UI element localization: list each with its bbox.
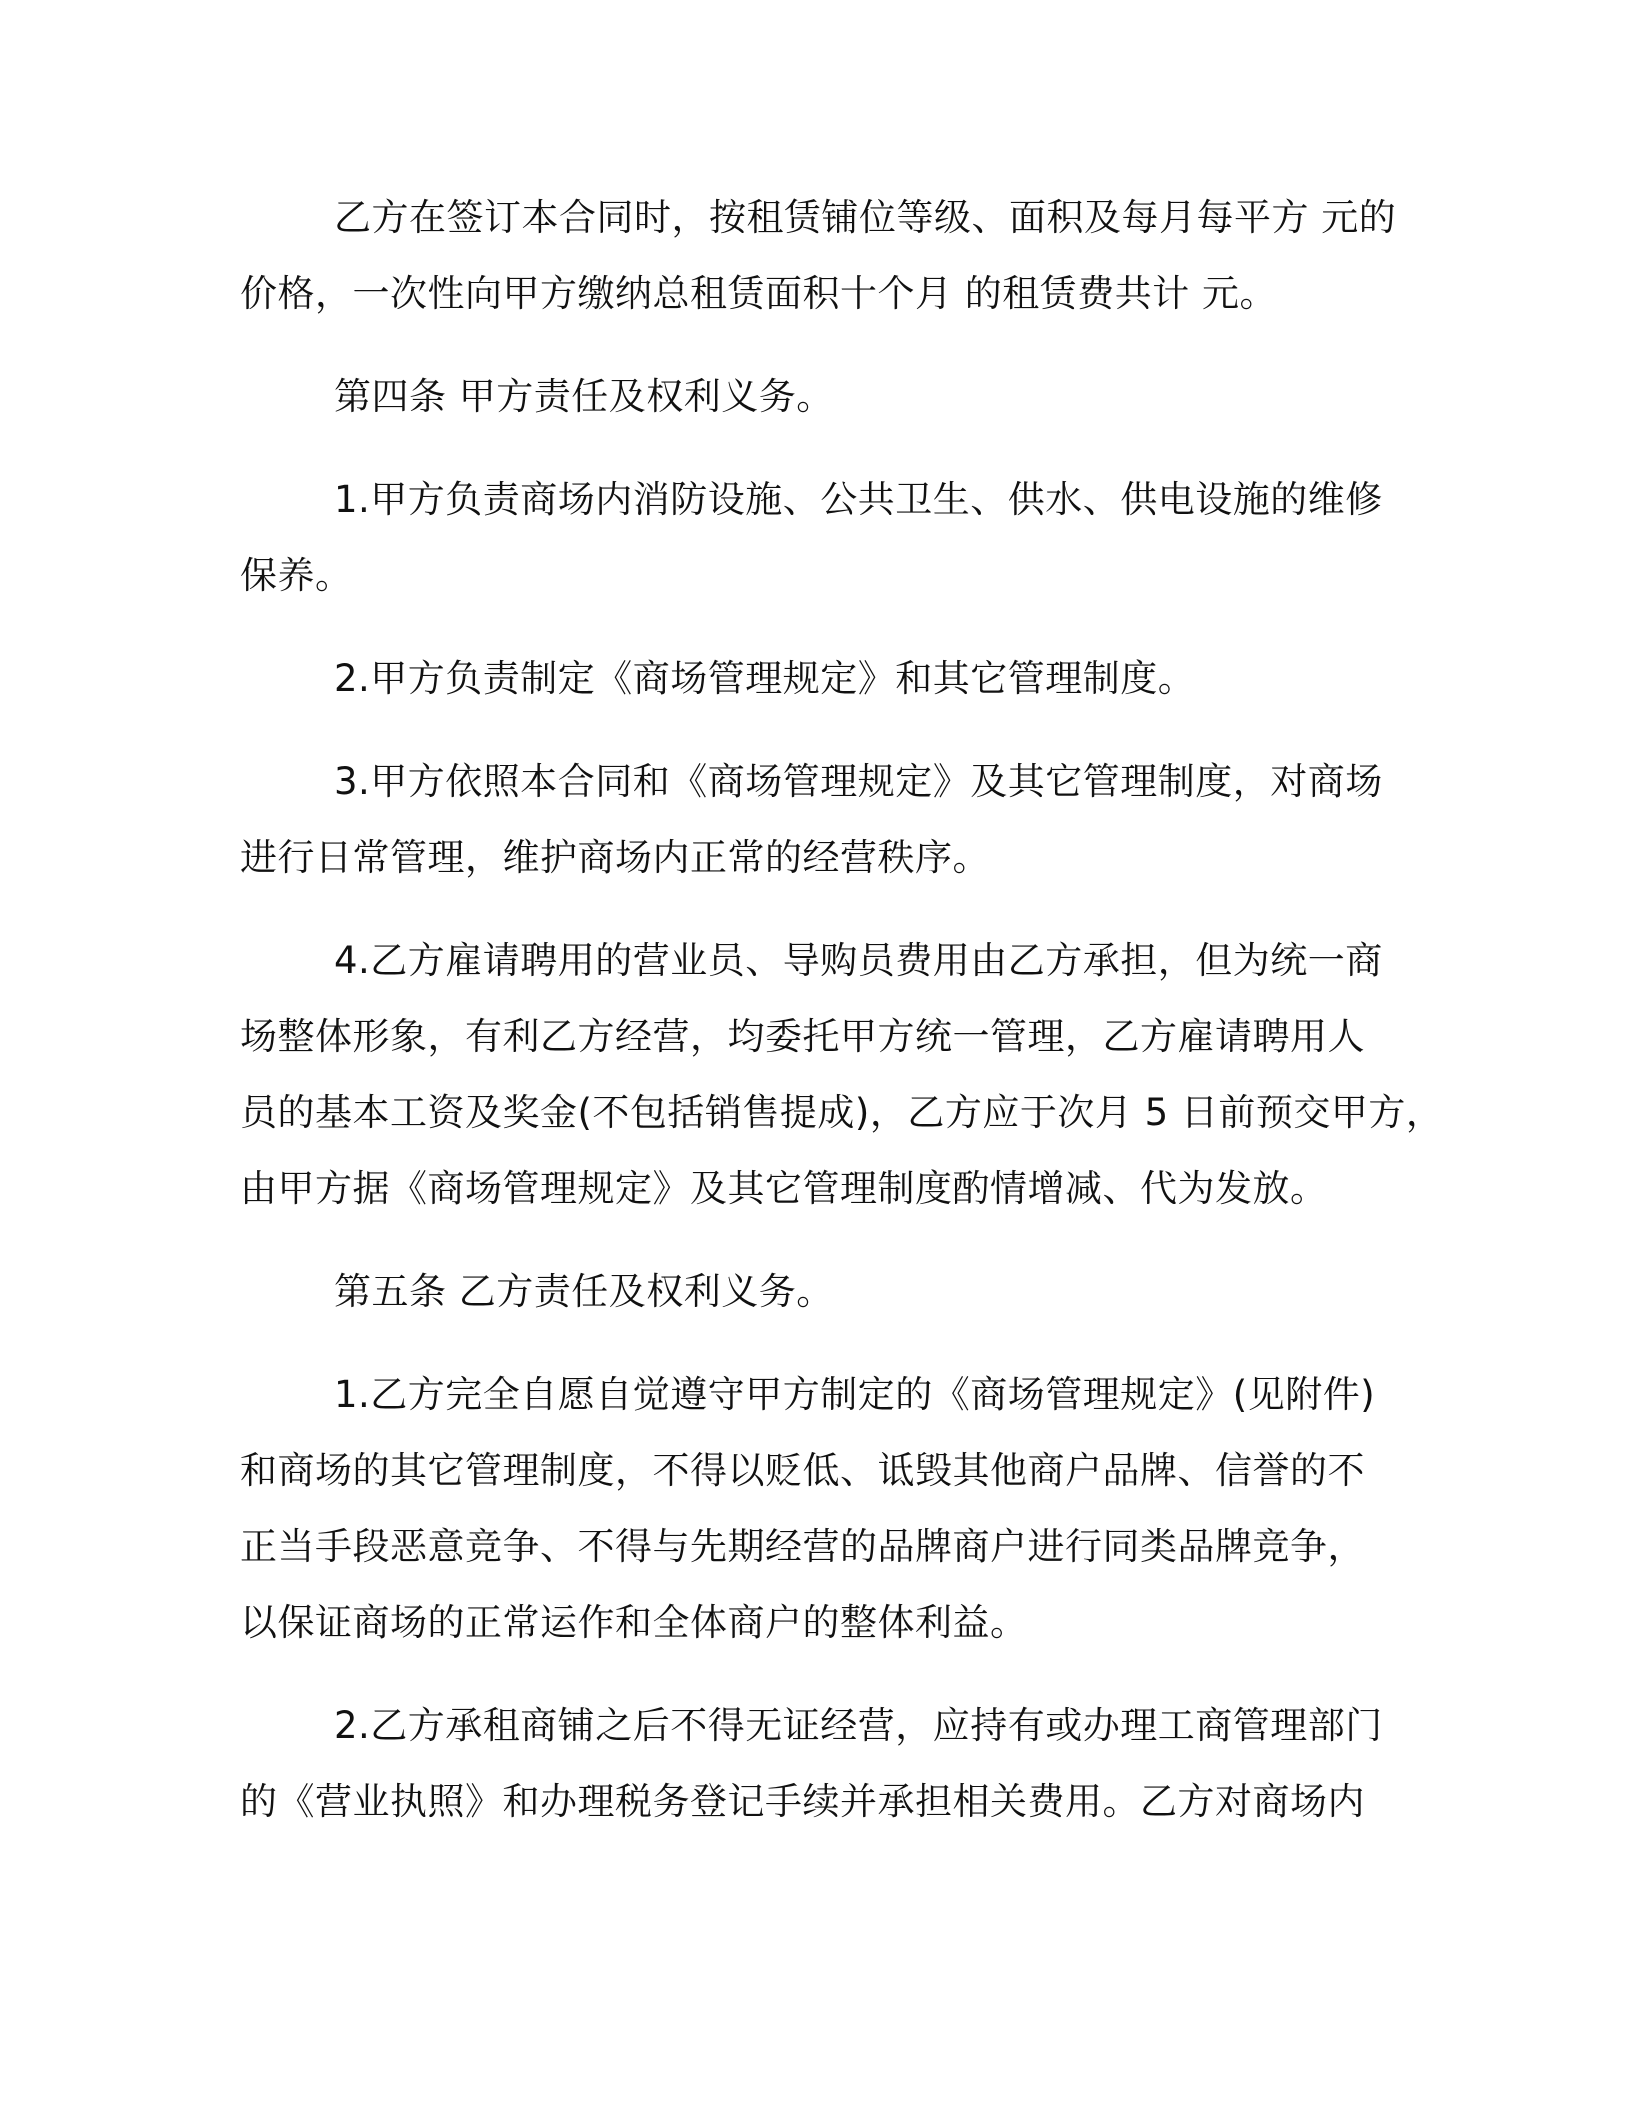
paragraph-line: 场整体形象，有利乙方经营，均委托甲方统一管理，乙方雇请聘用人: [240, 1015, 1365, 1058]
paragraph-line: 1.乙方完全自愿自觉遵守甲方制定的《商场管理规定》(见附件): [334, 1373, 1376, 1416]
paragraph-line: 价格，一次性向甲方缴纳总租赁面积十个月 的租赁费共计 元。: [240, 272, 1278, 315]
paragraph-line: 由甲方据《商场管理规定》及其它管理制度酌情增减、代为发放。: [240, 1167, 1328, 1210]
paragraph-line: 和商场的其它管理制度，不得以贬低、诋毁其他商户品牌、信誉的不: [240, 1449, 1365, 1492]
section-heading-5: 第五条 乙方责任及权利义务。: [334, 1270, 834, 1313]
paragraph-line: 的《营业执照》和办理税务登记手续并承担相关费用。乙方对商场内: [240, 1780, 1365, 1823]
paragraph-line: 员的基本工资及奖金(不包括销售提成)，乙方应于次月 5 日前预交甲方，: [240, 1091, 1444, 1134]
paragraph-line: 正当手段恶意竞争、不得与先期经营的品牌商户进行同类品牌竞争，: [240, 1525, 1365, 1568]
paragraph-line: 乙方在签订本合同时，按租赁铺位等级、面积及每月每平方 元的: [334, 196, 1397, 239]
paragraph-line: 保养。: [240, 554, 353, 597]
paragraph-line: 2.甲方负责制定《商场管理规定》和其它管理制度。: [334, 657, 1196, 700]
paragraph-line: 4.乙方雇请聘用的营业员、导购员费用由乙方承担，但为统一商: [334, 939, 1383, 982]
paragraph-line: 以保证商场的正常运作和全体商户的整体利益。: [240, 1601, 1028, 1644]
paragraph-line: 3.甲方依照本合同和《商场管理规定》及其它管理制度，对商场: [334, 760, 1383, 803]
paragraph-line: 2.乙方承租商铺之后不得无证经营，应持有或办理工商管理部门: [334, 1704, 1383, 1747]
paragraph-line: 进行日常管理，维护商场内正常的经营秩序。: [240, 836, 990, 879]
paragraph-line: 1.甲方负责商场内消防设施、公共卫生、供水、供电设施的维修: [334, 478, 1383, 521]
section-heading-4: 第四条 甲方责任及权利义务。: [334, 375, 834, 418]
